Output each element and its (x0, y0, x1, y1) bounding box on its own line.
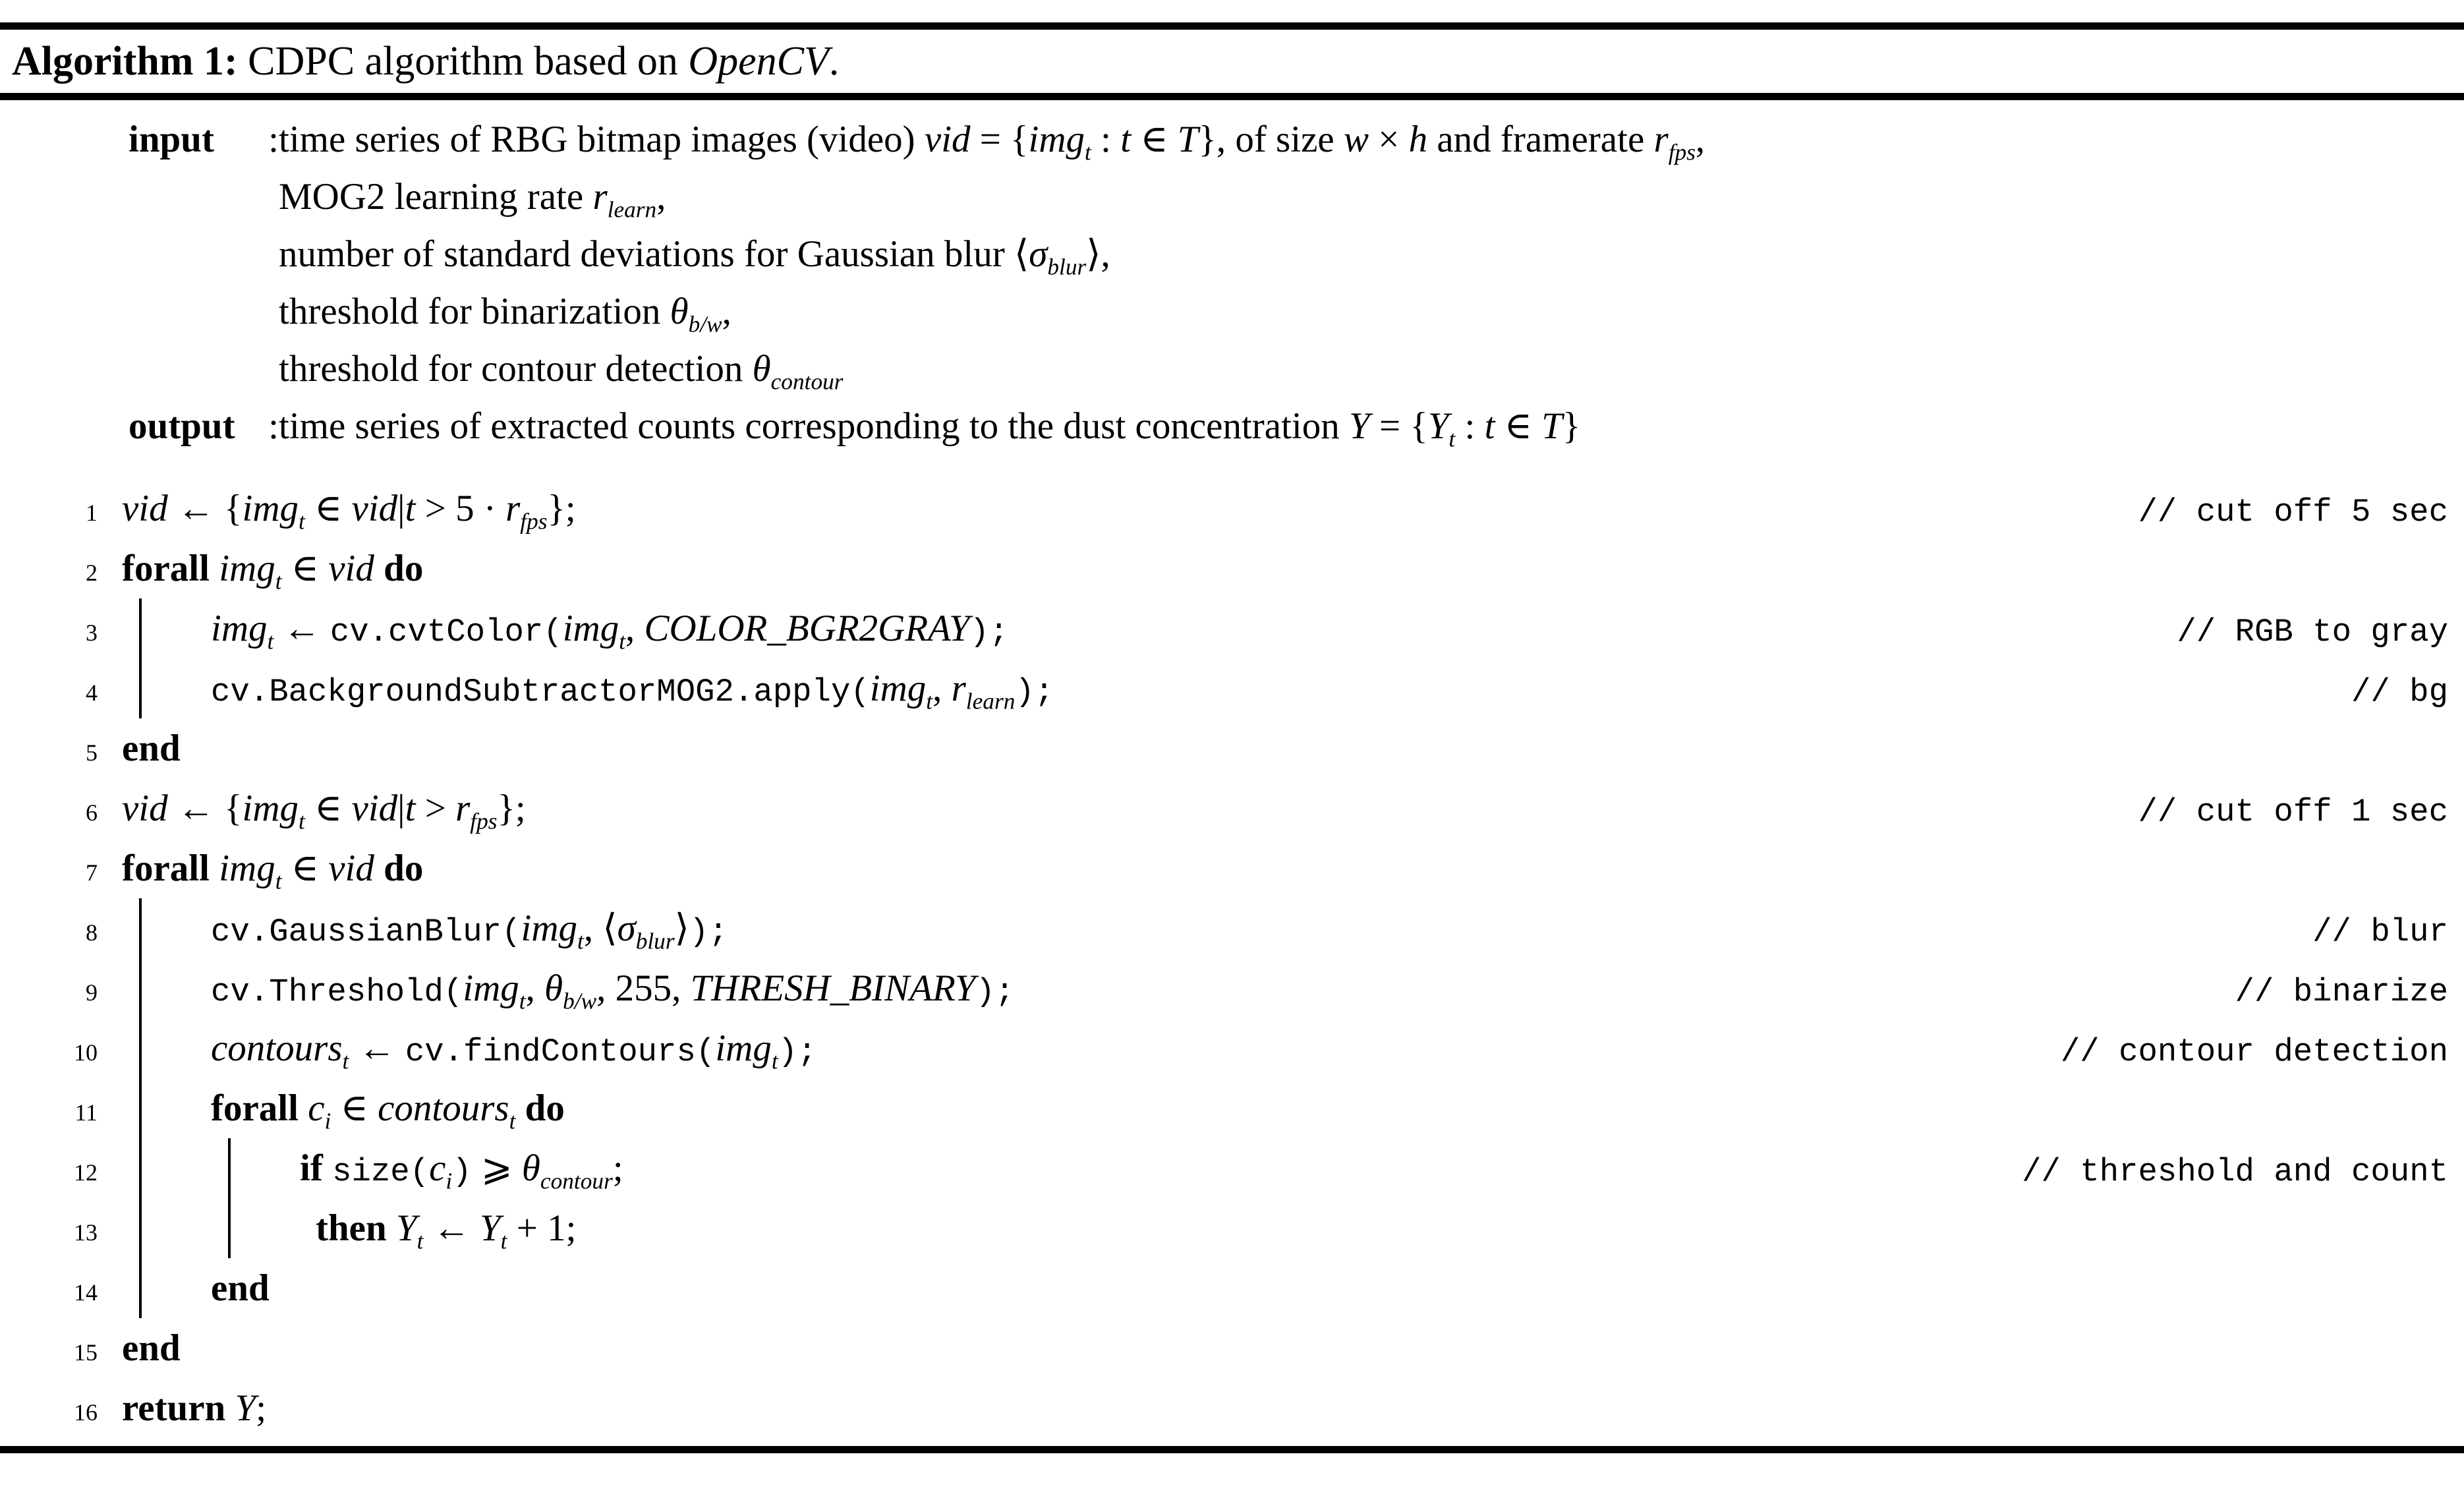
code-segment: vid (328, 548, 374, 589)
io-line (0, 168, 2464, 225)
code-segment: ∈ (1131, 119, 1178, 160)
code-segment: t (771, 1048, 778, 1074)
code-segment: ) (452, 1153, 472, 1190)
top-rule (0, 22, 2464, 30)
code-segment: | (397, 788, 405, 829)
algorithm-title-emphasis: OpenCV (688, 39, 829, 84)
code-segment: t (1448, 426, 1456, 452)
line-number: 11 (74, 1099, 98, 1126)
code-segment: end (211, 1267, 270, 1309)
code-line (0, 478, 2464, 538)
code-line (0, 958, 2464, 1018)
code-segment: ); (975, 973, 1015, 1010)
code-segment: t (926, 688, 933, 714)
io-line (0, 283, 2464, 340)
code-segment: , (1695, 119, 1705, 160)
line-number: 6 (86, 799, 98, 826)
code-comment: // cut off 5 sec (2138, 494, 2448, 531)
code-segment: ← (423, 1207, 480, 1249)
code-segment: Y (235, 1387, 256, 1429)
line-number: 13 (74, 1219, 98, 1246)
code-comment: // bg (2351, 674, 2448, 710)
code-segment: img (715, 1027, 772, 1069)
io-line-content (279, 111, 1705, 168)
code-line-content (122, 598, 1008, 662)
code-line (0, 838, 2464, 898)
io-line (0, 111, 2464, 168)
code-segment: ∈ (281, 548, 329, 589)
code-segment: time series of extracted counts corresponding to the dust concentration (279, 405, 1349, 447)
code-line (0, 1138, 2464, 1198)
code-segment: > (415, 788, 456, 829)
code-segment: i (324, 1108, 331, 1134)
line-number: 4 (86, 680, 98, 706)
code-comment: // cut off 1 sec (2138, 794, 2448, 830)
code-segment: r (592, 176, 608, 217)
code-segment: ← { (167, 788, 243, 829)
code-segment: ; (256, 1387, 267, 1429)
code-segment: t (342, 1048, 349, 1074)
code-line (0, 1078, 2464, 1138)
code-segment: time series of RBG bitmap images (video) (279, 119, 925, 160)
code-segment: cv.cvtColor( (329, 614, 563, 651)
code-segment: end (122, 728, 181, 769)
code-segment: vid (122, 788, 168, 829)
code-segment: , 255, (596, 968, 691, 1009)
io-label (129, 111, 279, 168)
code-segment: , (932, 668, 952, 709)
code-segment: ; (612, 1147, 623, 1189)
line-number: 1 (86, 500, 98, 526)
code-segment: c (308, 1087, 325, 1129)
code-segment: r (1653, 119, 1669, 160)
code-line (0, 538, 2464, 598)
block-rule (139, 1198, 142, 1258)
code-line-content (122, 1378, 266, 1438)
code-segment: t (577, 928, 584, 954)
code-segment: blur (1047, 254, 1087, 280)
io-label-colon: : (268, 405, 279, 447)
block-rule (139, 1258, 142, 1318)
code-segment: b/w (688, 311, 722, 337)
code-segment: w (1343, 119, 1369, 160)
block-rule (139, 958, 142, 1018)
code-segment: ← (349, 1027, 405, 1069)
code-segment: ⟩, (1086, 233, 1110, 275)
code-segment: θ (752, 348, 771, 390)
line-number: 14 (74, 1279, 98, 1306)
code-segment: b/w (563, 988, 597, 1014)
code-line-content (122, 1258, 270, 1318)
code-line-content (122, 898, 728, 962)
io-line (0, 225, 2464, 283)
code-segment: cv.GaussianBlur( (211, 913, 521, 950)
code-segment: img (562, 608, 619, 649)
line-number: 8 (86, 919, 98, 946)
code-segment: if (300, 1147, 333, 1189)
io-line-content (279, 340, 844, 397)
code-segment: t (299, 808, 305, 834)
code-segment: contours (211, 1027, 343, 1069)
line-number: 16 (74, 1399, 98, 1426)
block-rule (139, 1138, 142, 1198)
code-segment: threshold for contour detection (279, 348, 753, 390)
code-line-content (122, 1018, 817, 1082)
code-segment: i (445, 1168, 453, 1194)
code-segment: vid (122, 488, 168, 529)
code-segment: r (951, 668, 966, 709)
algorithm-title-label: Algorithm 1: (12, 39, 238, 84)
code-line (0, 778, 2464, 838)
code-line (0, 1318, 2464, 1378)
code-segment: vid (328, 848, 374, 889)
code-segment: ⩾ (471, 1147, 522, 1189)
code-line-content (122, 1078, 565, 1138)
code-segment: img (1028, 119, 1085, 160)
algorithm-box (0, 22, 2464, 1504)
code-segment: contour (540, 1168, 613, 1194)
code-segment: learn (965, 688, 1016, 714)
code-line-content (122, 778, 526, 838)
code-segment: ∈ (304, 488, 352, 529)
code-segment: ); (969, 614, 1009, 651)
code-segment: ← (273, 608, 330, 649)
code-segment: | (397, 488, 405, 529)
code-segment: and framerate (1427, 119, 1654, 160)
code-segment: + 1; (507, 1207, 577, 1249)
code-segment: r (455, 788, 471, 829)
code-segment: img (463, 968, 519, 1009)
code-segment: }; (497, 788, 526, 829)
code-segment: img (219, 848, 275, 889)
code-segment: > 5 · (415, 488, 506, 529)
code-segment: Y (1349, 405, 1370, 447)
code-line (0, 718, 2464, 778)
code-segment: fps (470, 808, 498, 834)
code-line-content (122, 1198, 576, 1258)
page (0, 22, 2464, 1504)
code-comment: // threshold and count (2022, 1153, 2448, 1190)
line-number: 15 (74, 1339, 98, 1366)
code-comment: // binarize (2235, 973, 2448, 1010)
code-segment: ← { (167, 488, 243, 529)
code-segment: T (1541, 405, 1562, 447)
code-segment: Y (479, 1207, 501, 1249)
code-segment: return (122, 1387, 235, 1429)
code-line-content (122, 658, 1054, 722)
code-segment: t (500, 1228, 507, 1254)
code-line-content (122, 718, 181, 778)
code-segment: do (525, 1087, 565, 1129)
io-line-content (279, 168, 666, 225)
code-segment: θ (521, 1147, 540, 1189)
code-segment: contours (378, 1087, 509, 1129)
io-line (0, 340, 2464, 397)
io-line-content (279, 397, 1580, 455)
code-segment: do (384, 848, 424, 889)
code-segment: t (416, 1228, 424, 1254)
io-label-colon: : (268, 119, 279, 160)
code-comment: // contour detection (2060, 1033, 2448, 1070)
code-segment: THRESH_BINARY (690, 968, 976, 1009)
code-segment: forall (122, 848, 219, 889)
code-segment (515, 1087, 525, 1129)
io-label-text: input (129, 119, 214, 160)
code-line (0, 1258, 2464, 1318)
code-segment: ); (1015, 674, 1054, 710)
code-segment: img (219, 548, 275, 589)
code-segment: : (1455, 405, 1485, 447)
code-line (0, 598, 2464, 658)
code-segment: MOG2 learning rate (279, 176, 593, 217)
code-line-content (122, 1138, 623, 1202)
code-segment: img (242, 488, 299, 529)
code-segment: }; (547, 488, 576, 529)
code-segment: Y (1427, 405, 1449, 447)
code-line-content (122, 838, 423, 898)
code-segment: COLOR_BGR2GRAY (644, 608, 970, 649)
code-segment: c (429, 1147, 446, 1189)
code-segment: img (211, 608, 268, 649)
code-segment: size( (332, 1153, 430, 1190)
io-line-content (279, 225, 1110, 283)
code-segment: , (625, 608, 645, 649)
code-segment: cv.findContours( (405, 1033, 716, 1070)
code-segment: h (1408, 119, 1428, 160)
code-segment: forall (211, 1087, 308, 1129)
code-segment: end (122, 1327, 181, 1369)
block-rule (139, 1078, 142, 1138)
code-segment: θ (670, 291, 689, 332)
line-number: 3 (86, 620, 98, 646)
code-comment: // blur (2312, 913, 2448, 950)
code-line-content (122, 958, 1014, 1022)
code-segment: img (869, 668, 927, 709)
code-segment: do (384, 548, 424, 589)
code-segment: t (619, 628, 626, 654)
code-segment: = { (1369, 405, 1428, 447)
code-line (0, 658, 2464, 718)
input-output-section (0, 111, 2464, 455)
code-segment: ∈ (281, 848, 329, 889)
code-segment: cv.BackgroundSubtractorMOG2.apply( (211, 674, 870, 710)
code-segment: ∈ (304, 788, 352, 829)
algorithm-title-period: . (828, 39, 840, 84)
code-segment: } (1562, 405, 1581, 447)
code-segment: Y (395, 1207, 417, 1249)
code-segment: σ (617, 908, 636, 949)
code-comment: // RGB to gray (2177, 614, 2448, 651)
code-segment: , (722, 291, 731, 332)
code-segment: t (267, 628, 274, 654)
code-segment: fps (520, 508, 548, 535)
line-number: 2 (86, 560, 98, 586)
code-segment: }, of size (1198, 119, 1344, 160)
code-segment: contour (770, 368, 844, 395)
code-section (0, 478, 2464, 1438)
io-label (129, 397, 279, 455)
code-line (0, 898, 2464, 958)
code-segment: t (405, 788, 416, 829)
code-segment (374, 848, 384, 889)
code-segment: cv.Threshold( (211, 973, 463, 1010)
code-segment: then (316, 1207, 396, 1249)
block-rule (139, 658, 142, 718)
block-rule (228, 1198, 231, 1258)
block-rule (139, 598, 142, 658)
bottom-rule (0, 1446, 2464, 1453)
io-line (0, 397, 2464, 455)
line-number: 10 (74, 1039, 98, 1066)
title-separator-rule (0, 93, 2464, 100)
code-segment: number of standard deviations for Gaussian blur ⟨ (279, 233, 1029, 275)
code-segment: r (505, 488, 521, 529)
block-rule (228, 1138, 231, 1198)
code-segment: vid (351, 788, 398, 829)
code-segment: t (299, 508, 305, 535)
code-segment: forall (122, 548, 219, 589)
code-segment: ⟩ (674, 908, 689, 949)
code-segment: t (1120, 119, 1132, 160)
code-segment: σ (1029, 233, 1048, 275)
code-segment: t (519, 988, 526, 1014)
code-segment: , ⟨ (583, 908, 617, 949)
io-line-content (279, 283, 731, 340)
code-segment: : (1091, 119, 1121, 160)
code-segment: ); (689, 913, 728, 950)
code-segment: threshold for binarization (279, 291, 670, 332)
code-segment: ∈ (331, 1087, 378, 1129)
code-segment: blur (635, 928, 675, 954)
line-number: 7 (86, 859, 98, 886)
code-segment: = { (970, 119, 1029, 160)
code-segment: vid (924, 119, 971, 160)
line-number: 5 (86, 739, 98, 766)
code-segment: fps (1668, 139, 1696, 165)
line-number: 12 (74, 1159, 98, 1186)
code-segment: ∈ (1495, 405, 1542, 447)
code-line (0, 1198, 2464, 1258)
code-segment: t (275, 868, 282, 894)
code-segment: T (1177, 119, 1199, 160)
code-line-content (122, 538, 423, 598)
code-segment: t (1484, 405, 1495, 447)
code-segment: ); (778, 1033, 817, 1070)
code-segment: learn (607, 196, 657, 223)
block-rule (139, 898, 142, 958)
code-segment: × (1368, 119, 1409, 160)
algorithm-title-text: CDPC algorithm based on (237, 39, 689, 84)
code-segment: θ (544, 968, 563, 1009)
code-line (0, 1018, 2464, 1078)
block-rule (139, 1018, 142, 1078)
code-segment: img (242, 788, 299, 829)
code-segment: t (1085, 139, 1091, 165)
code-segment: t (275, 568, 282, 594)
io-label-text: output (129, 405, 235, 447)
code-segment: , (656, 176, 666, 217)
code-line-content (122, 1318, 181, 1378)
code-segment: , (525, 968, 545, 1009)
algorithm-title (0, 30, 2464, 93)
code-segment: img (521, 908, 577, 949)
code-line-content (122, 478, 576, 538)
code-line (0, 1378, 2464, 1438)
code-segment: vid (351, 488, 398, 529)
code-segment: t (405, 488, 416, 529)
code-segment (374, 548, 384, 589)
line-number: 9 (86, 979, 98, 1006)
code-segment: t (509, 1108, 516, 1134)
